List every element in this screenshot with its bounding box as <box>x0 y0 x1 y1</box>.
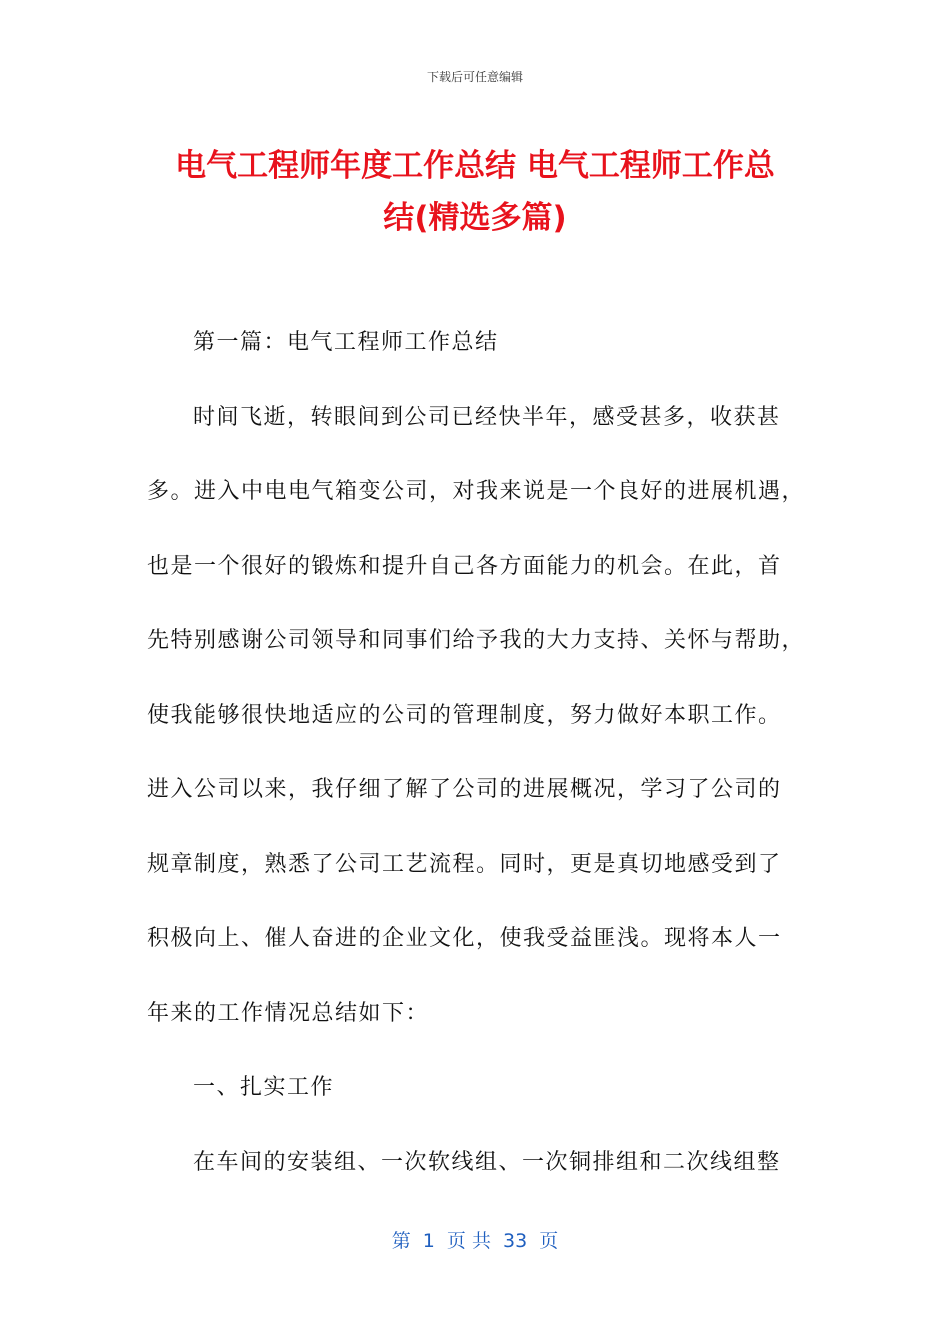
paragraph-line: 在车间的安装组、一次软线组、一次铜排组和二次线组整 <box>193 1149 781 1175</box>
paragraph-line: 进入公司以来，我仔细了解了公司的进展概况，学习了公司的 <box>147 777 782 802</box>
paragraph-line: 时间飞逝，转眼间到公司已经快半年，感受甚多，收获甚 <box>193 404 781 430</box>
section-heading: 第一篇：电气工程师工作总结 <box>193 330 499 355</box>
document-title <box>140 140 810 244</box>
paragraph-line: 使我能够很快地适应的公司的管理制度，努力做好本职工作。 <box>147 702 782 728</box>
paragraph-line: 也是一个很好的锻炼和提升自己各方面能力的机会。在此，首 <box>147 553 782 579</box>
paragraph-line: 先特别感谢公司领导和同事们给予我的大力支持、关怀与帮助， <box>147 628 806 653</box>
title-line-1: 电气工程师年度工作总结 电气工程师工作总 <box>175 148 775 184</box>
paragraph-line: 年来的工作情况总结如下： <box>147 1000 430 1026</box>
paragraph-line: 积极向上、催人奋进的企业文化，使我受益匪浅。现将本人一 <box>147 926 782 951</box>
document-body <box>147 320 807 1214</box>
paragraph-line: 多。进入中电电气箱变公司，对我来说是一个良好的进展机遇， <box>147 479 806 504</box>
header-note: 下载后可任意编辑 <box>426 70 523 84</box>
subsection-heading: 一、扎实工作 <box>193 1075 335 1100</box>
page-number-footer: 第 1 页 共 33 页 <box>391 1230 559 1252</box>
title-line-2: 结(精选多篇) <box>383 200 567 236</box>
paragraph-line: 规章制度，熟悉了公司工艺流程。同时，更是真切地感受到了 <box>147 851 782 877</box>
